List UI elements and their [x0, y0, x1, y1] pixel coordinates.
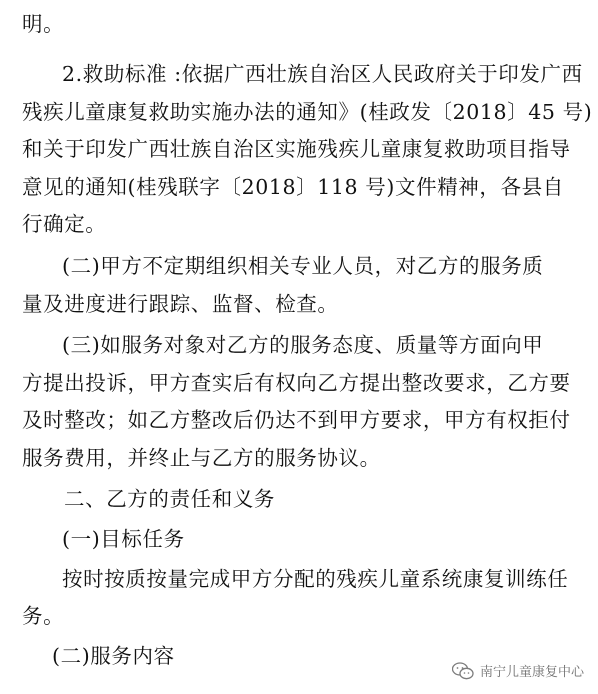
section-heading: 二、乙方的责任和义务: [64, 487, 275, 511]
text-line: 服务费用，并终止与乙方的服务协议。: [22, 446, 381, 470]
text-line-rescue-standard: 2.救助标准 :依据广西壮族自治区人民政府关于印发广西: [62, 62, 583, 86]
subsection-heading: (一)目标任务: [62, 527, 185, 551]
text-line: 和关于印发广西壮族自治区实施残疾儿童康复救助项目指导: [22, 137, 571, 161]
text-line: 量及进度进行跟踪、监督、检查。: [22, 292, 339, 316]
text-line: 务。: [22, 604, 65, 628]
text-line: 意见的通知(桂残联字〔2018〕118 号)文件精神，各县自: [22, 175, 564, 199]
text-line: 行确定。: [22, 212, 107, 236]
watermark: [452, 661, 584, 680]
watermark-text: 南宁儿童康复中心: [479, 665, 584, 680]
subsection-heading: (二)服务内容: [52, 644, 175, 668]
text-line: 残疾儿童康复救助实施办法的通知》(桂政发〔2018〕45 号): [22, 100, 593, 124]
text-line: 方提出投诉，甲方查实后有权向乙方提出整改要求，乙方要: [22, 371, 571, 395]
text-line: 明。: [22, 12, 65, 36]
text-line-section-3: (三)如服务对象对乙方的服务态度、质量等方面向甲: [62, 333, 544, 357]
text-line: 按时按质按量完成甲方分配的残疾儿童系统康复训练任: [62, 567, 569, 591]
text-line: 及时整改；如乙方整改后仍达不到甲方要求，甲方有权拒付: [22, 408, 571, 432]
text-line-section-2: (二)甲方不定期组织相关专业人员，对乙方的服务质: [62, 254, 544, 278]
wechat-icon: [452, 662, 474, 680]
